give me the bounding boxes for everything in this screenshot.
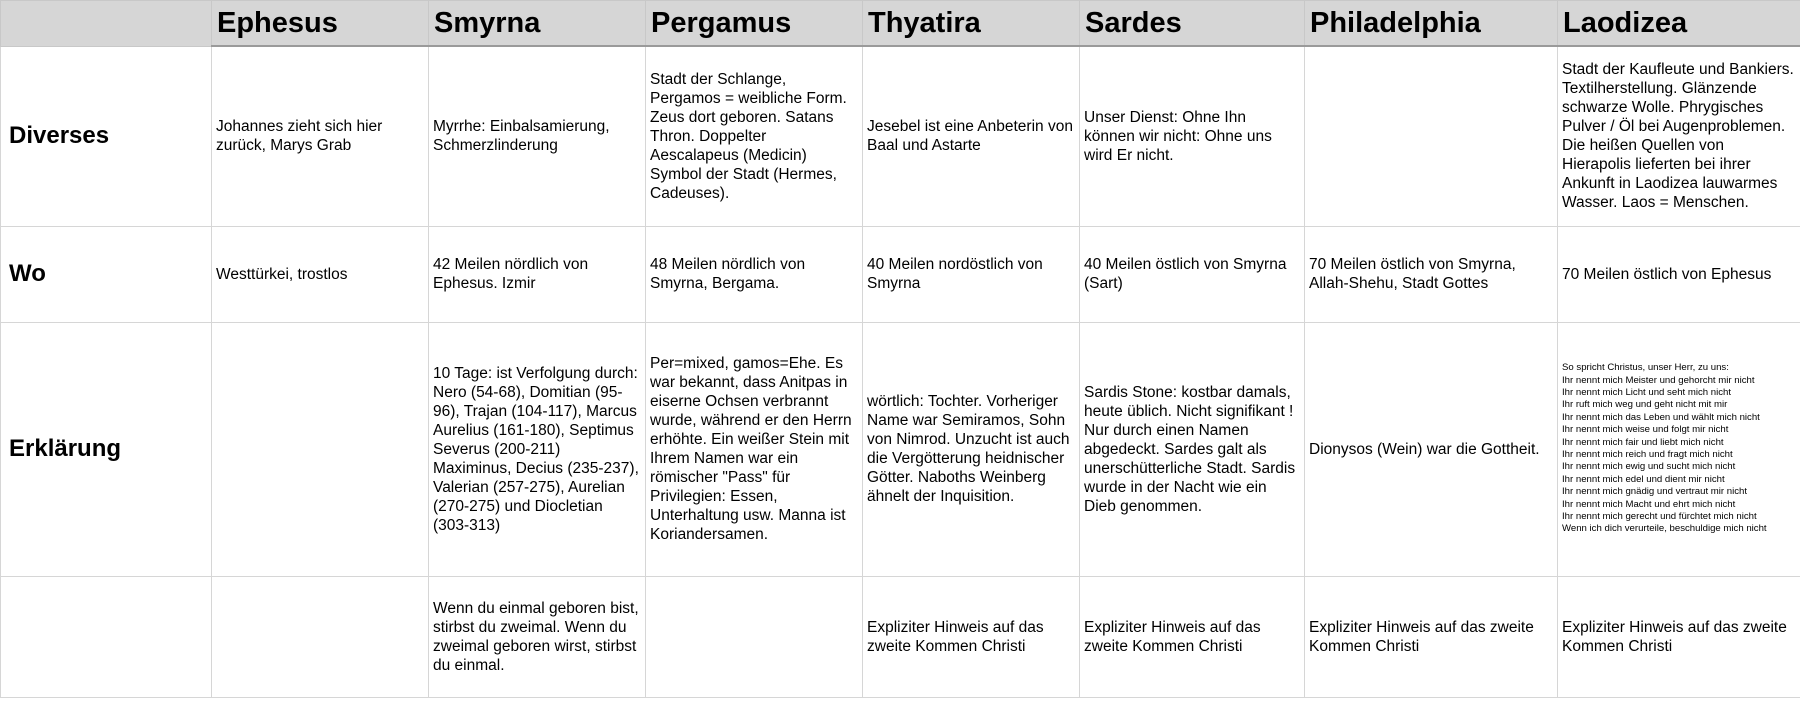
column-header-thyatira[interactable]: Thyatira: [863, 1, 1080, 47]
cell-diverses-ephesus[interactable]: Johannes zieht sich hier zurück, Marys Grab: [212, 46, 429, 226]
header-row: [1, 1, 1800, 47]
cell-wo-smyrna[interactable]: 42 Meilen nördlich von Ephesus. Izmir: [429, 226, 646, 322]
cell-wo-sardes[interactable]: 40 Meilen östlich von Smyrna (Sart): [1080, 226, 1305, 322]
cell-erklaerung-thyatira[interactable]: wörtlich: Tochter. Vorheriger Name war Semiramos, Sohn von Nimrod. Unzucht ist auch die Vergötterung heidnischer Götter. Naboths Weinberg ähnelt der Inquisition.: [863, 322, 1080, 576]
cell-diverses-smyrna[interactable]: Myrrhe: Einbalsamierung, Schmerzlinderung: [429, 46, 646, 226]
cell-diverses-philadelphia[interactable]: [1305, 46, 1558, 226]
cell-erklaerung-ephesus[interactable]: [212, 322, 429, 576]
cell-wo-thyatira[interactable]: 40 Meilen nordöstlich von Smyrna: [863, 226, 1080, 322]
cell-row4-pergamus[interactable]: [646, 576, 863, 697]
cell-row4-laodizea[interactable]: Expliziter Hinweis auf das zweite Kommen Christi: [1558, 576, 1800, 697]
cell-wo-laodizea[interactable]: 70 Meilen östlich von Ephesus: [1558, 226, 1800, 322]
column-header-philadelphia[interactable]: Philadelphia: [1305, 1, 1558, 47]
column-header-ephesus[interactable]: Ephesus: [212, 1, 429, 47]
cell-row4-philadelphia[interactable]: Expliziter Hinweis auf das zweite Kommen Christi: [1305, 576, 1558, 697]
cell-erklaerung-laodizea[interactable]: So spricht Christus, unser Herr, zu uns: Ihr nennt mich Meister und gehorcht mir nicht Ihr nennt mich Licht und seht mich nicht Ihr ruft mich weg und geht nicht mit mir Ihr nennt mich das Leben und wählt mich nicht Ihr nennt mich weise und folgt mir nicht Ihr nennt mich fair und liebt mich nicht Ihr nennt mich reich und fragt mich nicht Ihr nennt mich ewig und sucht mich nicht Ihr nennt mich edel und dient mir nicht Ihr nennt mich gnädig und vertraut mir nicht Ihr nennt mich Macht und ehrt mich nicht Ihr nennt mich gerecht und fürchtet mich nicht Wenn ich dich verurteile, beschuldige mich nicht: [1558, 322, 1800, 576]
cell-diverses-thyatira[interactable]: Jesebel ist eine Anbeterin von Baal und Astarte: [863, 46, 1080, 226]
cell-wo-pergamus[interactable]: 48 Meilen nördlich von Smyrna, Bergama.: [646, 226, 863, 322]
cell-wo-philadelphia[interactable]: 70 Meilen östlich von Smyrna, Allah-Shehu, Stadt Gottes: [1305, 226, 1558, 322]
cell-erklaerung-philadelphia[interactable]: Dionysos (Wein) war die Gottheit.: [1305, 322, 1558, 576]
row-header-4[interactable]: [1, 576, 212, 697]
cell-row4-ephesus[interactable]: [212, 576, 429, 697]
cell-erklaerung-pergamus[interactable]: Per=mixed, gamos=Ehe. Es war bekannt, dass Anitpas in eiserne Ochsen verbrannt wurde, während er den Herrn erhöhte. Ein weißer Stein mit Ihrem Namen war ein römischer "Pass" für Privilegien: Essen, Unterhaltung usw. Manna ist Koriandersamen.: [646, 322, 863, 576]
table-row-wo: [1, 226, 1800, 322]
cell-row4-thyatira[interactable]: Expliziter Hinweis auf das zweite Kommen Christi: [863, 576, 1080, 697]
header-corner: [1, 1, 212, 47]
column-header-smyrna[interactable]: Smyrna: [429, 1, 646, 47]
cell-erklaerung-smyrna[interactable]: 10 Tage: ist Verfolgung durch: Nero (54-68), Domitian (95-96), Trajan (104-117), Marcus Aurelius (161-180), Septimus Severus (200-211) Maximinus, Decius (235-237), Valerian (257-275), Aurelian (270-275) und Diocletian (303-313): [429, 322, 646, 576]
table-row-4: [1, 576, 1800, 697]
table-row-erklaerung: [1, 322, 1800, 576]
column-header-pergamus[interactable]: Pergamus: [646, 1, 863, 47]
cell-row4-sardes[interactable]: Expliziter Hinweis auf das zweite Kommen Christi: [1080, 576, 1305, 697]
cell-diverses-sardes[interactable]: Unser Dienst: Ohne Ihn können wir nicht: Ohne uns wird Er nicht.: [1080, 46, 1305, 226]
cell-wo-ephesus[interactable]: Westtürkei, trostlos: [212, 226, 429, 322]
row-header-erklaerung[interactable]: Erklärung: [1, 322, 212, 576]
column-header-sardes[interactable]: Sardes: [1080, 1, 1305, 47]
row-header-wo[interactable]: Wo: [1, 226, 212, 322]
column-header-laodizea[interactable]: Laodizea: [1558, 1, 1800, 47]
cell-row4-smyrna[interactable]: Wenn du einmal geboren bist, stirbst du zweimal. Wenn du zweimal geboren wirst, stirbst du einmal.: [429, 576, 646, 697]
table-row-diverses: [1, 46, 1800, 226]
cell-diverses-pergamus[interactable]: Stadt der Schlange, Pergamos = weibliche Form. Zeus dort geboren. Satans Thron. Doppelter Aescalapeus (Medicin) Symbol der Stadt (Hermes, Cadeuses).: [646, 46, 863, 226]
cell-diverses-laodizea[interactable]: Stadt der Kaufleute und Bankiers. Textilherstellung. Glänzende schwarze Wolle. Phrygisches Pulver / Öl bei Augenproblemen. Die heißen Quellen von Hierapolis lieferten bei ihrer Ankunft in Laodizea lauwarmes Wasser. Laos = Menschen.: [1558, 46, 1800, 226]
row-header-diverses[interactable]: Diverses: [1, 46, 212, 226]
cell-erklaerung-sardes[interactable]: Sardis Stone: kostbar damals, heute üblich. Nicht signifikant ! Nur durch einen Namen abgedeckt. Sardes galt als unerschütterliche Stadt. Sardis wurde in der Nacht wie ein Dieb genommen.: [1080, 322, 1305, 576]
